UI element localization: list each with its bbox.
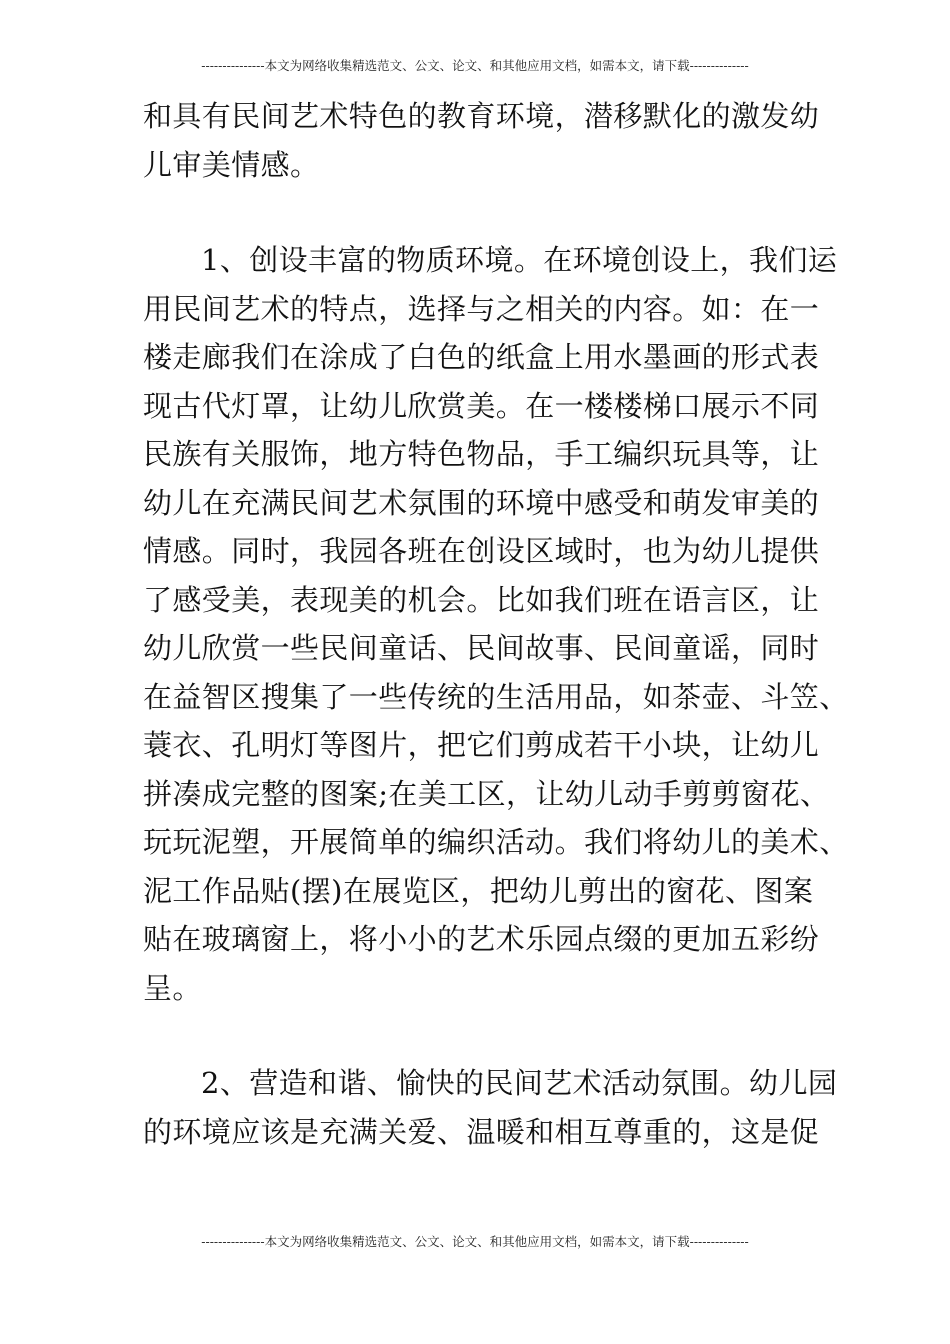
paragraph-line: 玩玩泥塑，开展简单的编织活动。我们将幼儿的美术、 <box>143 825 849 859</box>
header-banner: ---------------本文为网络收集精选范文、公文、论文、和其他应用文档，如需本文，请下载-------------- <box>201 58 749 73</box>
paragraph-line: 情感。同时，我园各班在创设区域时，也为幼儿提供 <box>143 534 820 568</box>
paragraph-line: 了感受美，表现美的机会。比如我们班在语言区，让 <box>143 582 820 617</box>
paragraph-line: 幼儿在充满民间艺术氛围的环境中感受和萌发审美的 <box>143 485 820 520</box>
section-2-first-line: 2、营造和谐、愉快的民间艺术活动氛围。幼儿园 <box>201 1066 838 1100</box>
paragraph-line: 在益智区搜集了一些传统的生活用品，如茶壶、斗笠、 <box>143 679 849 714</box>
paragraph-line: 用民间艺术的特点，选择与之相关的内容。如：在一 <box>143 291 820 326</box>
section-1-first-line: 1、创设丰富的物质环境。在环境创设上，我们运 <box>201 243 838 277</box>
paragraph-line: 民族有关服饰，地方特色物品，手工编织玩具等，让 <box>143 437 820 471</box>
paragraph-line: 蓑衣、孔明灯等图片，把它们剪成若干小块，让幼儿 <box>143 728 820 762</box>
paragraph-line: 贴在玻璃窗上，将小小的艺术乐园点缀的更加五彩纷 <box>143 922 820 956</box>
paragraph-line: 楼走廊我们在涂成了白色的纸盒上用水墨画的形式表 <box>143 340 820 374</box>
paragraph-line: 拼凑成完整的图案;在美工区，让幼儿动手剪剪窗花、 <box>143 776 830 811</box>
document-body <box>143 92 849 1156</box>
paragraph-line: 和具有民间艺术特色的教育环境，潜移默化的激发幼 <box>143 99 820 133</box>
paragraph-line: 泥工作品贴(摆)在展览区，把幼儿剪出的窗花、图案 <box>143 873 814 908</box>
paragraph-gap <box>143 1012 807 1059</box>
paragraph-line: 幼儿欣赏一些民间童话、民间故事、民间童谣，同时 <box>143 631 820 665</box>
paragraph-line: 的环境应该是充满关爱、温暖和相互尊重的，这是促 <box>143 1114 820 1149</box>
paragraph-gap <box>143 189 807 236</box>
paragraph-line: 现古代灯罩，让幼儿欣赏美。在一楼楼梯口展示不同 <box>143 388 820 423</box>
paragraph-line: 儿审美情感。 <box>143 147 320 182</box>
footer-banner: ---------------本文为网络收集精选范文、公文、论文、和其他应用文档，如需本文，请下载-------------- <box>201 1234 749 1249</box>
paragraph-line: 呈。 <box>143 970 202 1005</box>
